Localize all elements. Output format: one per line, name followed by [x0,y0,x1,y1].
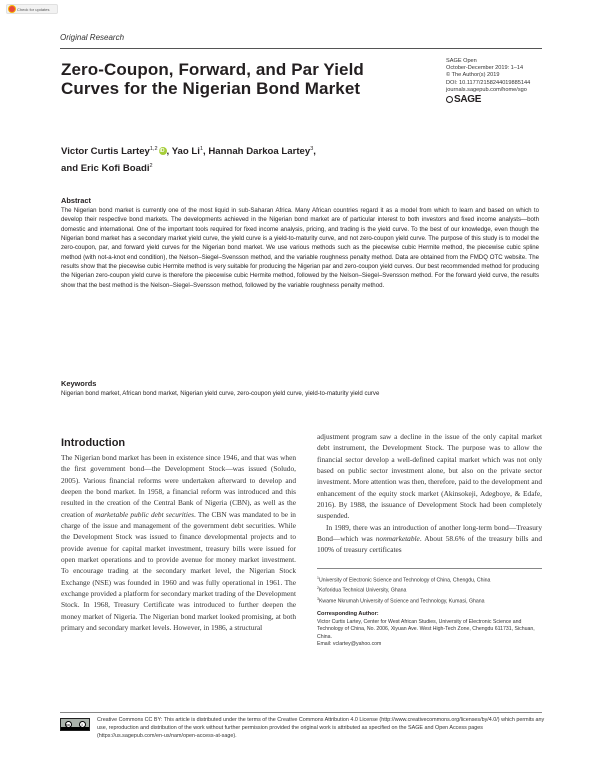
affiliation-text: University of Electronic Science and Technology of China, Chengdu, China [318,577,491,584]
body-text: . The CBN was mandated to be in charge of the issue and management of the government debt securities. While the Development Stock was issued to finance developmental projects and to provide avenue for capital market investment, treasury bills were issued for open market operations and to provide avenue for money market investment. To encourage trading at the secondary market level, the Nigerian Stock Exchange (NSE) was founded in 1960 and was fully operational in 1961. The exchange provided a platform for secondary market trading of the Development Stock. In 1968, Treasury Certificate was introduced to further deepen the money market of Nigeria. The Nigerian bond market looked promising, at both primary and secondary market levels. However, in 1986, a structural [61,509,296,633]
affiliation-number: 2 [317,586,319,591]
section-label: Original Research [60,33,125,42]
corresponding-author-label: Corresponding Author: [317,611,379,617]
author-name[interactable]: Hannah Darkoa Lartey [208,146,311,158]
introduction-heading: Introduction [61,437,126,449]
keywords-section [61,379,539,398]
journal-info [446,58,530,94]
journal-issue: October-December 2019: 1–14 [446,65,524,72]
top-divider [60,48,542,49]
publisher-name: SAGE [454,94,482,105]
abstract-text: The Nigerian bond market is currently one of the most liquid in sub-Saharan Africa. Many African countries regard it as a model from which to learn and based on which to develop their respective bond markets. The developments achieved in the Nigerian bond market are of particular interest to both investors and fixed income analysts—both domestic and international. One of the important tools required for fixed income analysis, pricing, and trading is the yield curve. To the best of our knowledge, even though the Nigerian bond market has a secondary market yield curve, the yield curve is a yield-to-maturity curve, and not zero-coupon yield curve. The purpose of this study is to model the zero-coupon, par, and forward yield curves for the Nigerian bond market. We use various methods such as the piecewise cubic Hermite method, the piecewise cubic spline method (with not-a-knot end condition), the Nelson–Siegel–Svensson method, and the variable roughness penalty method. Data are obtained from the FMDQ OTC website. The results show that the piecewise cubic Hermite method is very suitable for producing the Nigerian par and zero-coupon yield curves. Our best recommended method for producing the Nigerian zero-coupon yield curve is therefore the piecewise cubic Hermite method, followed by the Nelson–Siegel–Svensson method. For the forward yield curve, the results show that the best method is the Nelson–Siegel–Svensson method, followed by the variable roughness penalty method. [61,207,539,289]
doi-link[interactable]: DOI: 10.1177/2158244019885144 [446,79,531,86]
abstract-section [61,196,539,290]
body-text: The Nigerian bond market has been in existence since 1946, and that was when the first government bond—the Development Stock—was issued (Soludo, 2005). Various financial reforms were undertaken afterward to develop and deepen the bond market. In 1958, a financial reform was introduced and this resulted in the creation of the Central Bank of Nigeria (CBN), as well as the creation of [61,453,296,519]
author-affil: 2 [149,163,153,170]
author-affil: 1,2 [149,146,158,152]
body-text: In 1989, there was an introduction of another long-term bond—Treasury Bond—which was [317,522,542,544]
author-name[interactable]: Eric Kofi Boadi [80,163,150,175]
body-column-left [61,452,296,634]
article-title: Zero-Coupon, Forward, and Par Yield Curves for the Nigerian Bond Market [61,60,364,98]
orcid-icon[interactable] [159,147,167,155]
abstract-heading: Abstract [61,196,91,205]
footnote-divider [317,568,542,569]
license-text [60,716,545,741]
attribution-icon: i [79,721,86,728]
author-name[interactable]: Victor Curtis Lartey [61,146,150,158]
cc-icon: cc [65,722,71,727]
keywords-text: Nigerian bond market, African bond market, Nigerian yield curve, zero-coupon yield curve, yield-to-maturity yield curve [61,390,380,397]
author-list: Victor Curtis Lartey$^{1,2}$ iD , Yao Li$^1$, Hannah Darkoa Lartey$^3$, and Eric Kofi Boadi$^2$ [61,142,411,176]
body-emphasis: nonmarketable [375,534,420,544]
body-paragraph [61,452,296,634]
affiliation-number: 1 [317,576,319,580]
author-affil: 3 [310,146,314,152]
corresponding-author-address: Victor Curtis Lartey, Center for West African Studies, University of Electronic Science and Technology of China, No. 2006, Xiyuan Ave. West High-Tech Zone, Chengdu 611731, Sichuan, China. [317,618,535,640]
sage-logo-icon [446,96,453,103]
check-for-updates-badge[interactable] [6,4,58,14]
body-text: . About 58.6% of the treasury bills and 100% of treasury certificates [317,534,542,555]
body-paragraph: adjustment program saw a decline in the issue of the only capital market debt instrument, the Development Stock. The purpose was to allow the financial sector develop a well-defined capital market which was not only based on public sector investment alone, but also on the private sector investment. More attention was then, therefore, paid to the development and enhancement of the equity stock market (Akinsokeji, Adegboye, & Edafe, 2016). By 1988, the issuance of Development Stock had been completely suspended. [317,432,542,521]
affiliation [317,585,547,595]
license-divider [60,712,542,713]
license-line: Creative Commons CC BY: This article is distributed under the terms of the Creative Commons Attribution 4.0 License (http://www.creativecommons.org/licenses/by/4.0/) which permits any use, reproduction and distribution of the work without further permission provided the original work is attributed as specified on the SAGE and Open Access pages (https://us.sagepub.com/en-us/nam/open-access-at-sage). [97,717,545,740]
keywords-heading: Keywords [61,379,97,388]
affiliation-number: 3 [317,596,319,601]
corresponding-author [317,611,547,649]
corresponding-author-email[interactable]: Email: vclartey@yahoo.com [317,641,382,648]
affiliation [317,575,547,585]
check-updates-label: Check for updates [17,6,50,12]
author-name[interactable]: Yao Li [171,146,200,158]
journal-url[interactable]: journals.sagepub.com/home/sgo [446,86,527,93]
affiliation-text: Kwame Nkrumah University of Science and Technology, Kumasi, Ghana [318,598,485,605]
copyright: © The Author(s) 2019 [446,72,500,79]
body-column-right [317,431,542,556]
author-affil: 1 [199,146,204,152]
sage-logo [446,94,481,105]
affiliation [317,596,547,606]
affiliations [317,575,547,606]
journal-name: SAGE Open [446,58,477,64]
crossmark-icon [9,6,15,12]
affiliation-text: Koforidua Technical University, Ghana [318,588,407,595]
body-paragraph [317,522,542,556]
body-emphasis: marketable public debt securities [95,509,194,519]
